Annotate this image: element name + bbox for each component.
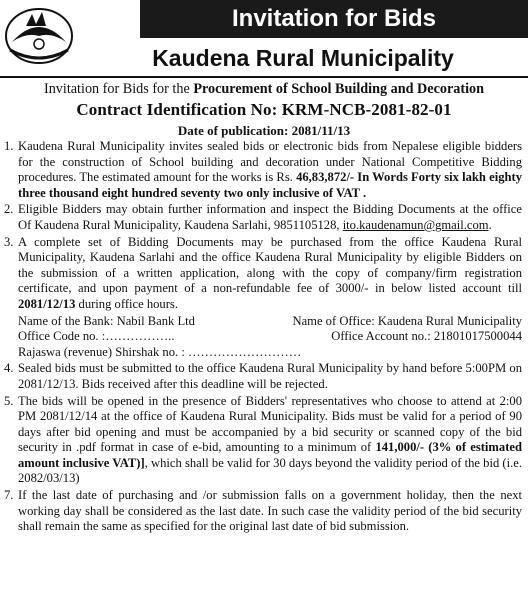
- item-text: [18, 202, 522, 233]
- bank-details-row: [4, 329, 522, 345]
- item-number: 5.: [4, 393, 14, 408]
- organization-name: Kaudena Rural Municipality: [152, 45, 454, 71]
- list-item: [4, 394, 522, 488]
- item-text-part: .: [488, 217, 492, 232]
- rajaswa-shirshak: Rajaswa (revenue) Shirshak no. : ………………………: [18, 344, 302, 359]
- list-item: [4, 139, 522, 201]
- item-number: 4.: [4, 361, 14, 376]
- estimated-amount: 46,83,872/- In Words Forty six lakh eighty three thousand eight hundred seventy two only inclusive of VAT .: [18, 170, 522, 200]
- item-number: 7.: [4, 488, 14, 503]
- invitation-prefix: Invitation for Bids for the: [43, 81, 194, 97]
- invitation-line: [0, 80, 528, 98]
- bank-name: Name of the Bank: Nabil Bank Ltd: [18, 313, 195, 328]
- item-text-part: The bids will be opened in the presence of Bidders' representatives who choose to attend at 2:00 PM 2081/12/14 at the office of Kaudena Rural Municipality. Bids must be valid for a period of 90 days after bid opening and must be accompanied by a bid security or scanned copy of the bid security in .pdf format in case of e-bid, amounting to a minimum of: [18, 393, 522, 455]
- item-number: 2.: [4, 202, 14, 217]
- item-text-part: Eligible Bidders may obtain further information and inspect the Bidding Documents at the office Of Kaudena Rural Municipality, Kaudena Sarlahi, 9851105128,: [18, 202, 522, 232]
- item-text: Sealed bids must be submitted to the office Kaudena Rural Municipality by hand before 5:00PM on 2081/12/13. Bids received after this deadline will be rejected.: [18, 361, 522, 391]
- item-number: 1.: [4, 139, 14, 153]
- nepal-emblem-icon: [2, 2, 76, 66]
- item-text: If the last date of purchasing and /or submission falls on a government holiday, then the next working day shall be considered as the last date. In such case the validity period of the bid security shall remain the same as specified for the original last date of bid submission.: [18, 488, 522, 534]
- procurement-title: Procurement of School Building and Decoration: [193, 81, 485, 97]
- contract-id: Contract Identification No: KRM-NCB-2081-82-01: [76, 100, 452, 119]
- bank-details-row: [4, 314, 522, 330]
- item-text: [18, 139, 522, 201]
- list-item: [4, 361, 522, 392]
- item-text-part: during office hours.: [75, 296, 178, 311]
- email-link[interactable]: ito.kaudenamun@gmail.com: [342, 217, 489, 232]
- publication-date: Date of publication: 2081/11/13: [177, 123, 351, 138]
- notice-body: [4, 139, 522, 536]
- list-item: [4, 235, 522, 313]
- item-text: [18, 394, 522, 488]
- item-text-part: Kaudena Rural Municipality invites sealed bids or electronic bids from Nepalese eligible bidders for the construction of School building and decoration under National Competitive Bidding procedures. The estimated amount for the works is Rs.: [18, 139, 522, 185]
- item-text: [18, 235, 522, 313]
- bid-security-amount: 141,000/- (3% of estimated amount inclusive VAT)]: [18, 440, 522, 470]
- office-name: Name of Office: Kaudena Rural Municipality: [292, 313, 522, 328]
- banner-title: Invitation for Bids: [140, 0, 528, 38]
- bank-details-row: [4, 345, 522, 361]
- office-code: Office Code no. :……………..: [18, 329, 175, 344]
- list-item: [4, 202, 522, 233]
- item-text-part: A complete set of Bidding Documents may be purchased from the office Kaudena Rural Municipality, Kaudena Sarlahi and the office Kaudena Rural Municipality by eligible Bidders on the submission of a written application, along with the copy of company/firm registration certificate, and upon payment of a non-refundable fee of 3000/- in below listed account till: [18, 234, 522, 296]
- item-number: 3.: [4, 234, 14, 249]
- item-text-part: , which shall be valid for 30 days beyond the validity period of the bid (i.e. 2082/03/13): [18, 455, 523, 486]
- list-item: [4, 488, 522, 535]
- purchase-deadline: 2081/12/13: [18, 296, 76, 311]
- office-account: Office Account no.: 21801017500044: [331, 329, 522, 344]
- divider: [0, 76, 528, 78]
